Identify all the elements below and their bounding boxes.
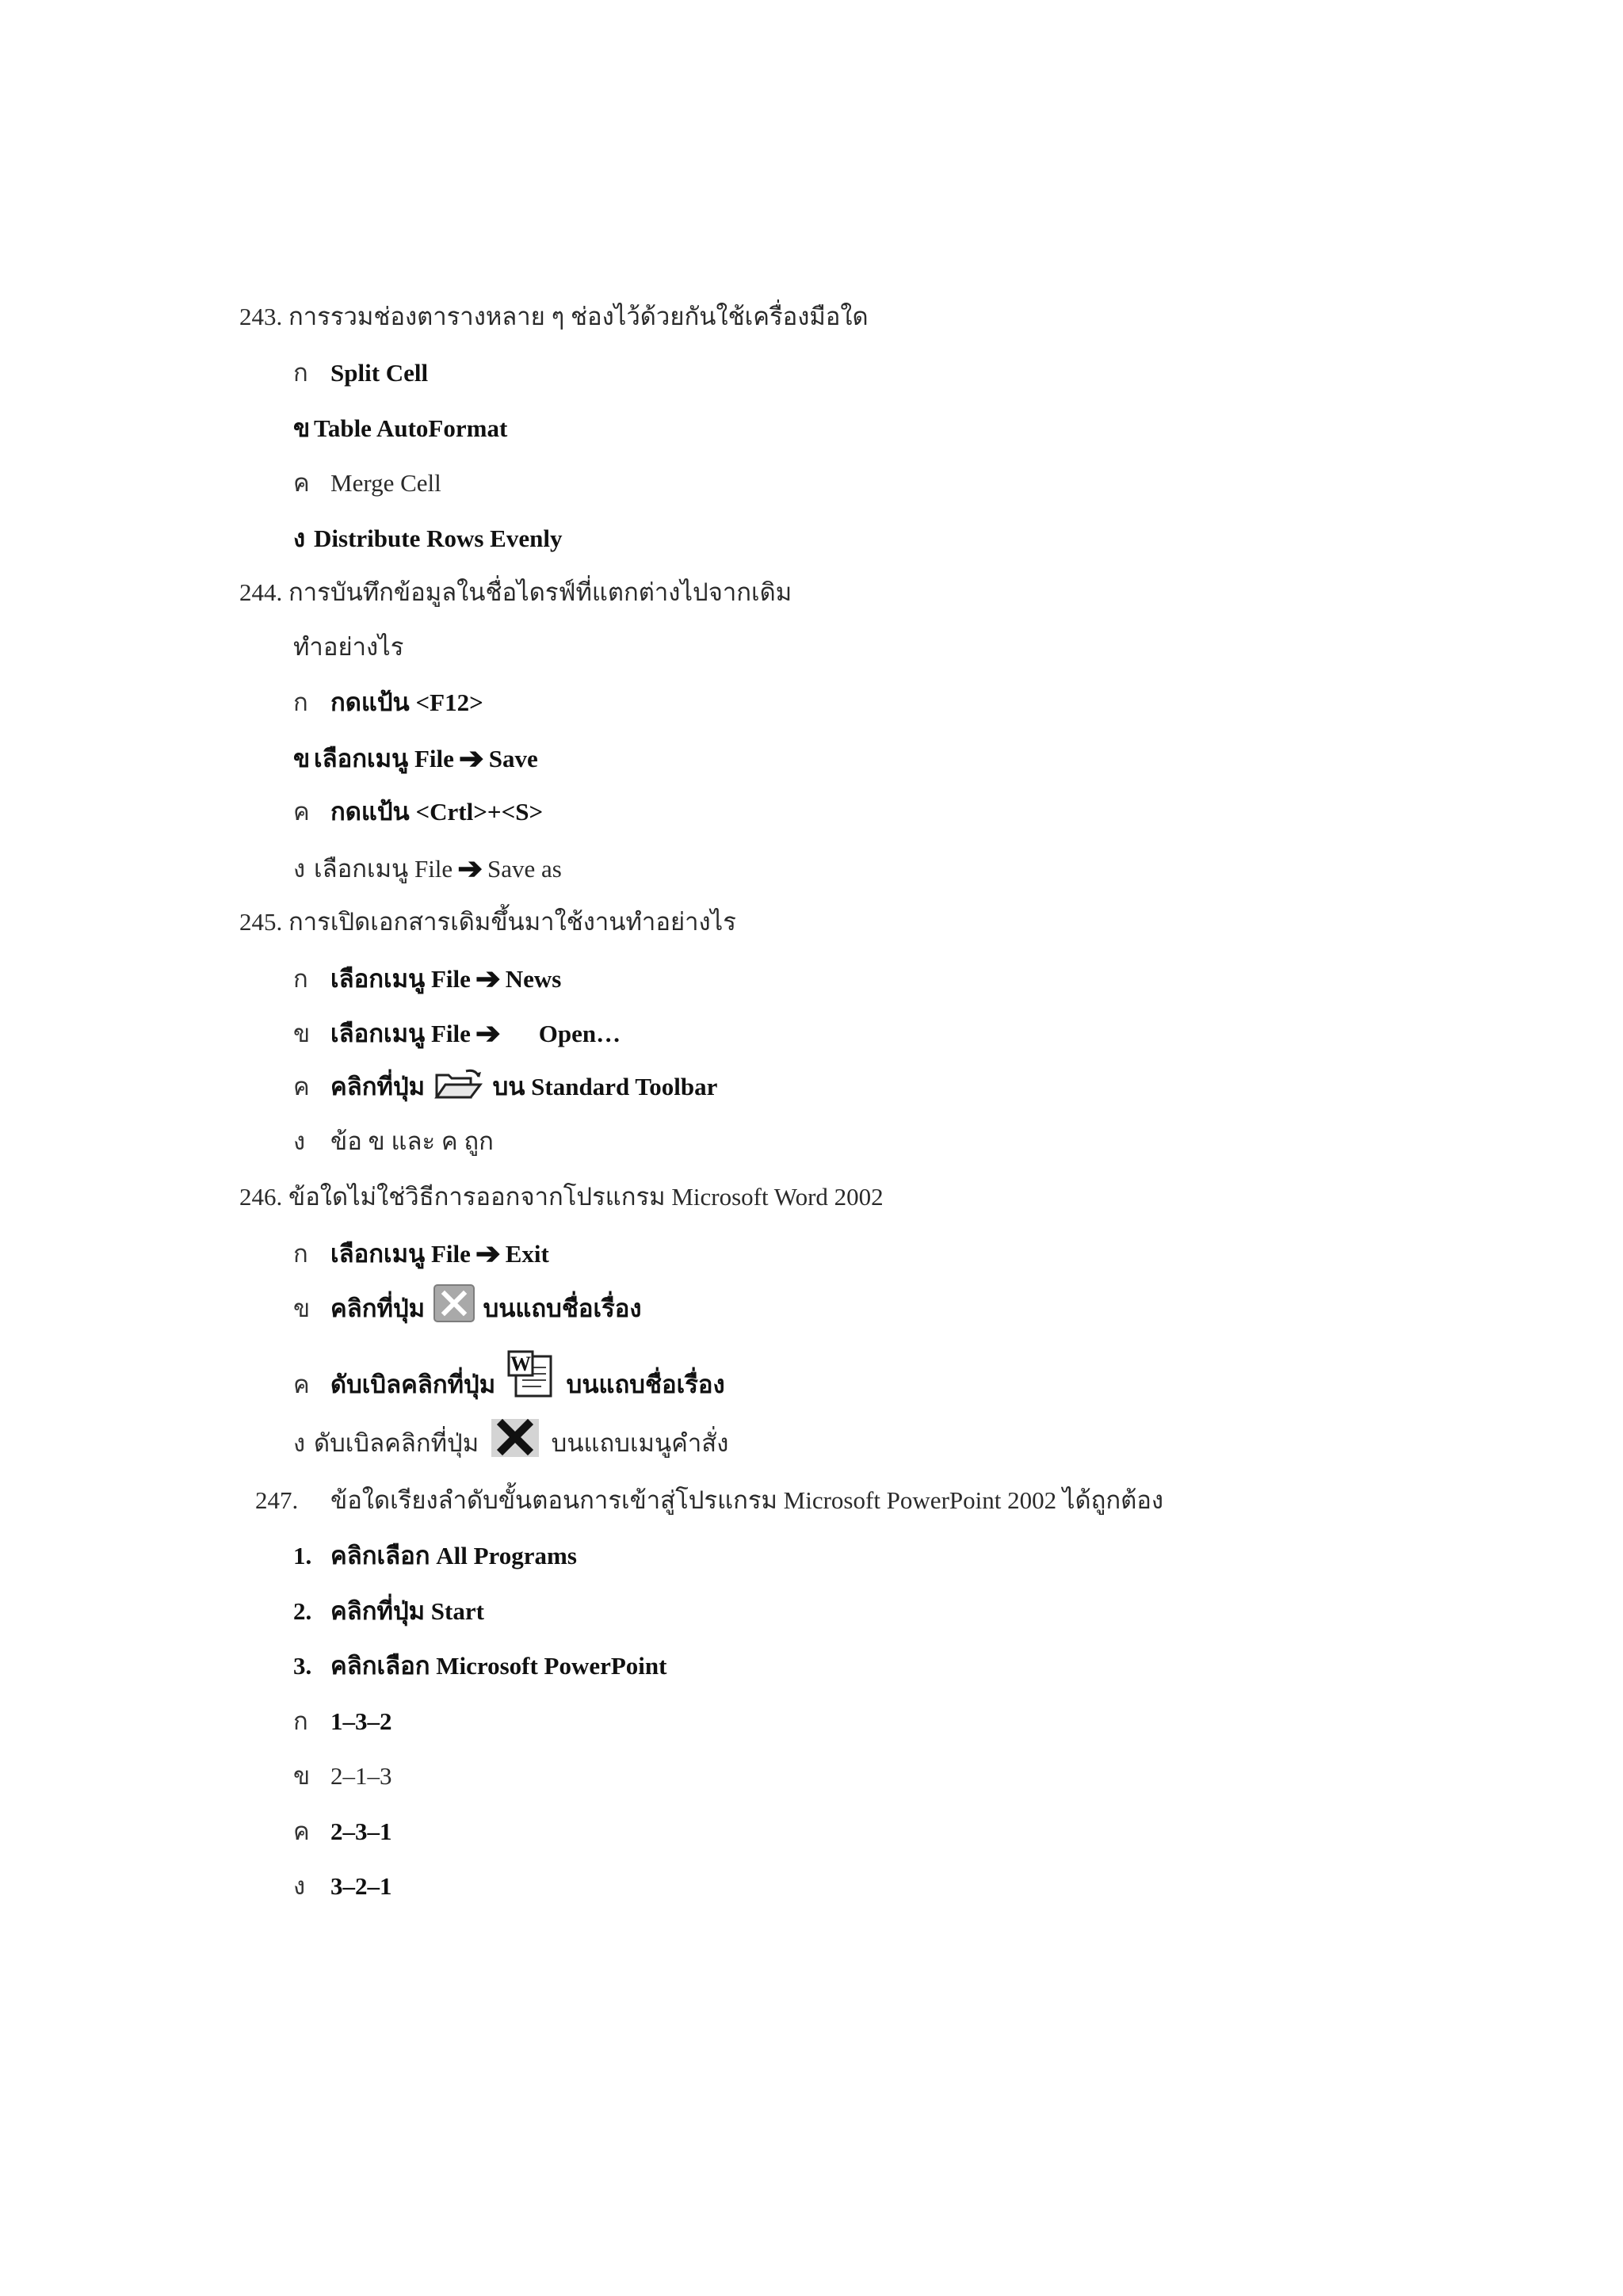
option-text-b: Exit (505, 1240, 549, 1268)
question-243 (239, 301, 869, 333)
option-letter: ข (293, 414, 311, 442)
question-244-continued: ทำอย่างไร (293, 633, 404, 661)
option-text-b: บนแถบชื่อเรื่อง (483, 1295, 642, 1323)
close-window-icon (433, 1283, 475, 1323)
option-244-b (293, 742, 538, 775)
option-letter: ง (293, 1872, 306, 1900)
option-letter: ค (293, 469, 310, 497)
option-243-b (293, 413, 507, 444)
option-247-d (293, 1871, 392, 1902)
option-text-a: เลือกเมนู File (330, 1240, 471, 1268)
option-245-a (293, 962, 561, 995)
question-text: ข้อใดเรียงลำดับขั้นตอนการเข้าสู่โปรแกรม Microsoft PowerPoint 2002 ได้ถูกต้อง (330, 1486, 1164, 1514)
question-245 (239, 906, 736, 938)
option-text-b: บนแถบเมนูคำสั่ง (551, 1429, 729, 1458)
option-letter: ข (293, 1295, 311, 1323)
question-number: 247. (255, 1486, 299, 1514)
question-text: การบันทึกข้อมูลในชื่อไดรฟ์ที่แตกต่างไปจากเดิม (288, 578, 792, 606)
option-243-d (293, 523, 562, 555)
option-letter: ก (293, 359, 308, 387)
option-245-c (293, 1071, 717, 1105)
step-text: คลิกเลือก Microsoft PowerPoint (330, 1652, 667, 1680)
option-letter: ค (293, 1073, 310, 1100)
question-244 (239, 577, 792, 608)
option-text: กดแป้น <Crtl>+<S> (330, 798, 544, 826)
option-text-b: News (505, 965, 562, 993)
option-text-b: Save as (487, 855, 562, 883)
option-text-a: คลิกที่ปุ่ม (330, 1073, 426, 1100)
option-text: ข้อ ข และ ค ถูก (330, 1127, 494, 1155)
arrow-icon: ➔ (475, 1238, 501, 1271)
step-number: 1. (293, 1542, 312, 1569)
arrow-icon: ➔ (475, 963, 501, 996)
open-folder-icon (434, 1069, 483, 1100)
option-text-a: คลิกที่ปุ่ม (330, 1295, 426, 1323)
arrow-icon: ➔ (458, 742, 484, 776)
option-text-b: Open… (538, 1020, 621, 1047)
option-text-a: เลือกเมนู File (330, 1020, 471, 1047)
option-244-d (293, 852, 562, 885)
option-text-a: เลือกเมนู File (314, 855, 453, 883)
step-text: คลิกที่ปุ่ม Start (330, 1597, 484, 1625)
option-letter: ก (293, 1707, 308, 1735)
option-letter: ง (293, 524, 306, 552)
step-text: คลิกเลือก All Programs (330, 1542, 577, 1569)
option-text-a: เลือกเมนู File (314, 745, 454, 772)
option-letter: ง (293, 1127, 306, 1155)
option-letter: ข (293, 1020, 311, 1047)
option-text-a: เลือกเมนู File (330, 965, 471, 993)
option-text: Split Cell (330, 359, 429, 387)
option-246-a (293, 1237, 549, 1270)
option-text-a: ดับเบิลคลิกที่ปุ่ม (330, 1371, 496, 1399)
option-244-c (293, 796, 543, 828)
step-2 (293, 1596, 484, 1627)
option-letter: ก (293, 965, 308, 993)
option-247-b (293, 1760, 392, 1792)
question-text: การรวมช่องตารางหลาย ๆ ช่องไว้ด้วยกันใช้เครื่องมือใด (288, 303, 869, 330)
option-247-c (293, 1816, 392, 1848)
option-text: Merge Cell (330, 469, 441, 497)
word-document-icon (506, 1350, 556, 1399)
close-x-icon (490, 1417, 540, 1459)
question-text: การเปิดเอกสารเดิมขึ้นมาใช้งานทำอย่างไร (288, 908, 736, 936)
option-letter: ง (293, 1429, 306, 1458)
option-245-d (293, 1126, 494, 1158)
question-number: 245. (239, 908, 283, 936)
option-letter: ค (293, 1371, 310, 1399)
option-247-a (293, 1706, 392, 1737)
question-246 (239, 1181, 884, 1213)
question-247 (255, 1485, 1163, 1516)
option-243-a (293, 357, 428, 389)
option-text-b: บนแถบชื่อเรื่อง (566, 1371, 725, 1399)
option-letter: ก (293, 688, 308, 716)
option-text: Distribute Rows Evenly (314, 524, 563, 552)
option-text: กดแป้น <F12> (330, 688, 483, 716)
question-number: 246. (239, 1183, 283, 1211)
option-text-b: Save (488, 745, 538, 772)
option-246-d (293, 1425, 728, 1466)
option-letter: ก (293, 1240, 308, 1268)
option-243-c (293, 467, 441, 499)
option-letter: ข (293, 1762, 311, 1790)
option-text: 2–3–1 (330, 1817, 392, 1845)
question-number: 243. (239, 303, 283, 330)
option-letter: ค (293, 798, 310, 826)
option-text: 1–3–2 (330, 1707, 392, 1735)
step-number: 2. (293, 1597, 312, 1625)
arrow-icon: ➔ (475, 1017, 501, 1051)
step-3 (293, 1650, 666, 1682)
question-text: ข้อใดไม่ใช่วิธีการออกจากโปรแกรม Microsoft Word 2002 (288, 1183, 884, 1211)
option-244-a (293, 687, 483, 719)
option-letter: ค (293, 1817, 310, 1845)
option-245-b (293, 1016, 621, 1050)
option-text-a: ดับเบิลคลิกที่ปุ่ม (314, 1429, 479, 1458)
option-246-b (293, 1291, 642, 1331)
step-1 (293, 1540, 577, 1572)
option-text: 2–1–3 (330, 1762, 392, 1790)
option-letter: ข (293, 745, 311, 772)
option-letter: ง (293, 855, 306, 883)
option-text: 3–2–1 (330, 1872, 392, 1900)
arrow-icon: ➔ (457, 852, 483, 886)
step-number: 3. (293, 1652, 312, 1680)
option-246-c (293, 1352, 725, 1412)
option-text-b: บน Standard Toolbar (492, 1073, 718, 1100)
option-text: Table AutoFormat (314, 414, 508, 442)
question-number: 244. (239, 578, 283, 606)
svg-text:W: W (510, 1352, 531, 1375)
